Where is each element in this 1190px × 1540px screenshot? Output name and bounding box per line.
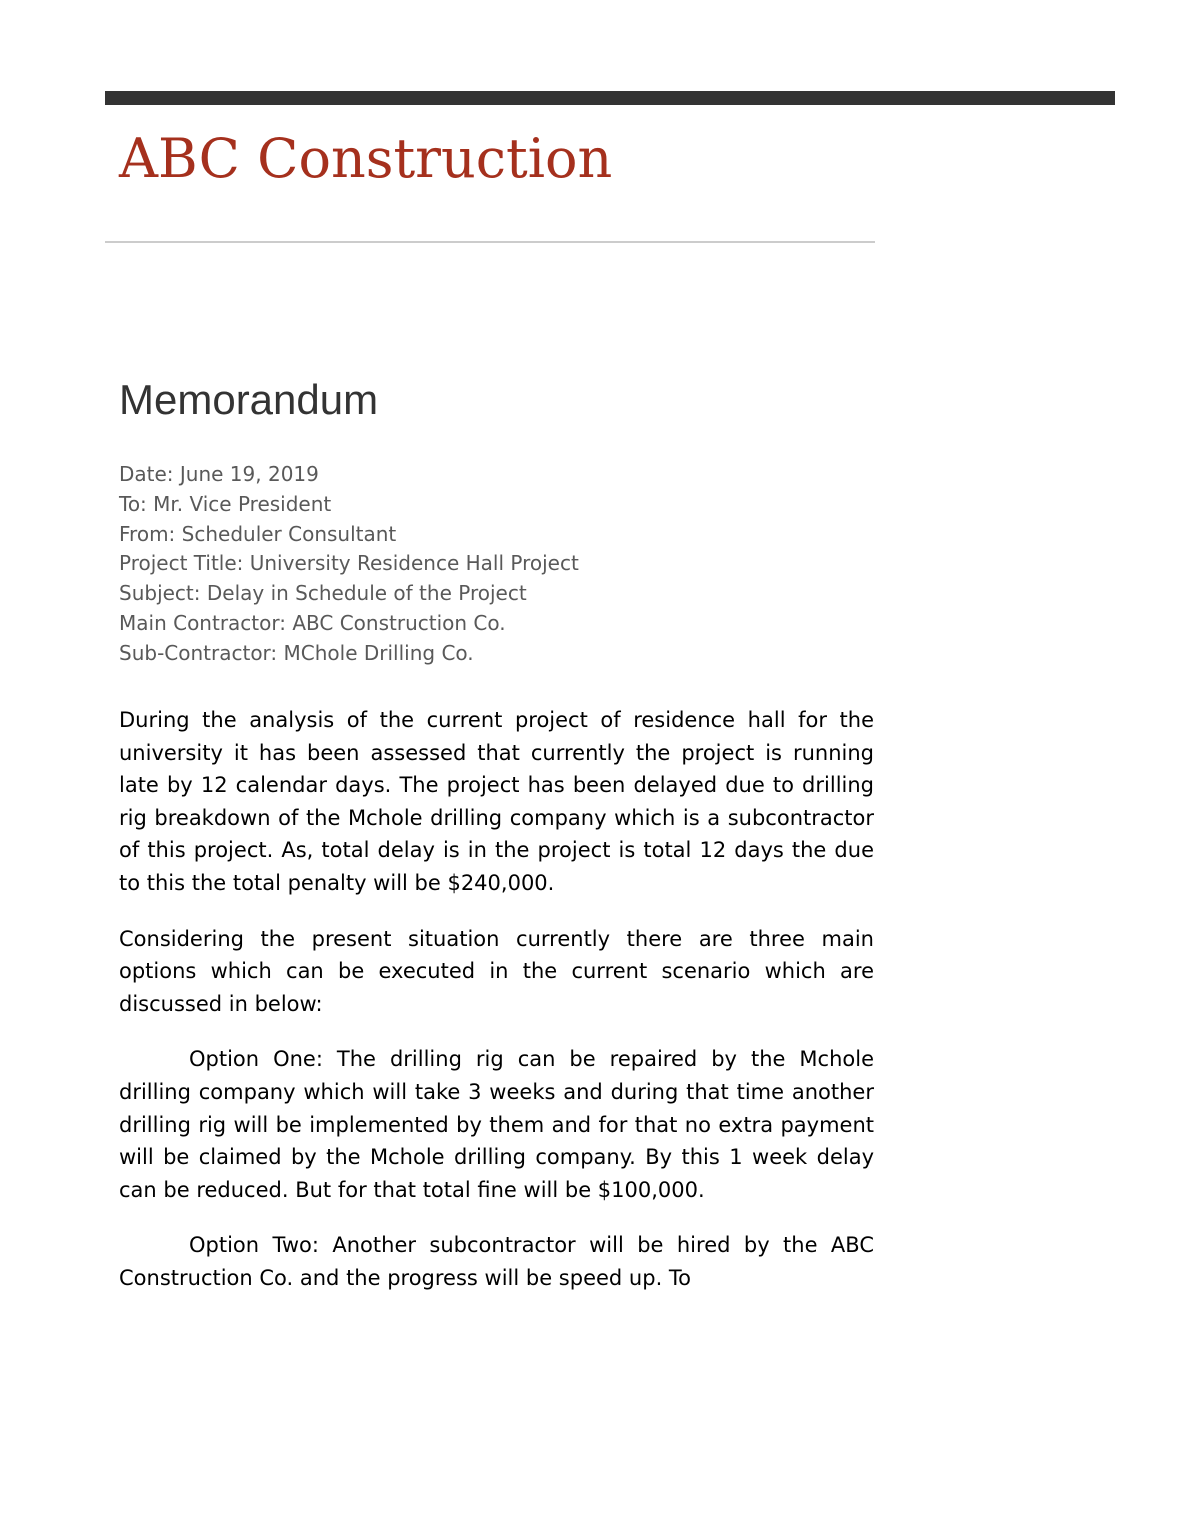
memo-subject: Subject: Delay in Schedule of the Project — [119, 581, 527, 606]
paragraph-option-one: Option One: The drilling rig can be repaired by the Mchole drilling company which will take 3 weeks and during that time another drilling rig will be implemented by them and for that no extra payment will be claimed by the Mchole drilling company. By this 1 week delay can be reduced. But for that total fine will be $100,000. — [119, 1047, 874, 1202]
paragraph-option-two: Option Two: Another subcontractor will be hired by the ABC Construction Co. and the progress will be speed up. To — [119, 1233, 874, 1290]
memo-title: Memorandum — [119, 376, 379, 423]
memo-date: Date: June 19, 2019 — [119, 462, 319, 486]
company-name: ABC Construction — [119, 127, 613, 190]
memo-body — [119, 704, 874, 1318]
memo-sub-contractor: Sub-Contractor: MChole Drilling Co. — [119, 640, 474, 665]
memo-to: To: Mr. Vice President — [119, 491, 332, 516]
memo-main-contractor: Main Contractor: ABC Construction Co. — [119, 610, 506, 635]
memo-project-title: Project Title: University Residence Hall Project — [119, 551, 579, 576]
paragraph-options-intro: Considering the present situation currently there are three main options which can be executed in the current scenario which are discussed in below: — [119, 926, 874, 1016]
paragraph-analysis: During the analysis of the current project of residence hall for the university it has been assessed that currently the project is running late by 12 calendar days. The project has been delayed due to drilling rig breakdown of the Mchole drilling company which is a subcontractor of this project. As, total delay is in the project is total 12 days the due to this the total penalty will be $240,000. — [119, 708, 874, 895]
memo-from: From: Scheduler Consultant — [119, 521, 397, 546]
memo-details — [119, 460, 579, 669]
header-divider — [105, 241, 875, 243]
header-top-bar — [105, 91, 1115, 105]
